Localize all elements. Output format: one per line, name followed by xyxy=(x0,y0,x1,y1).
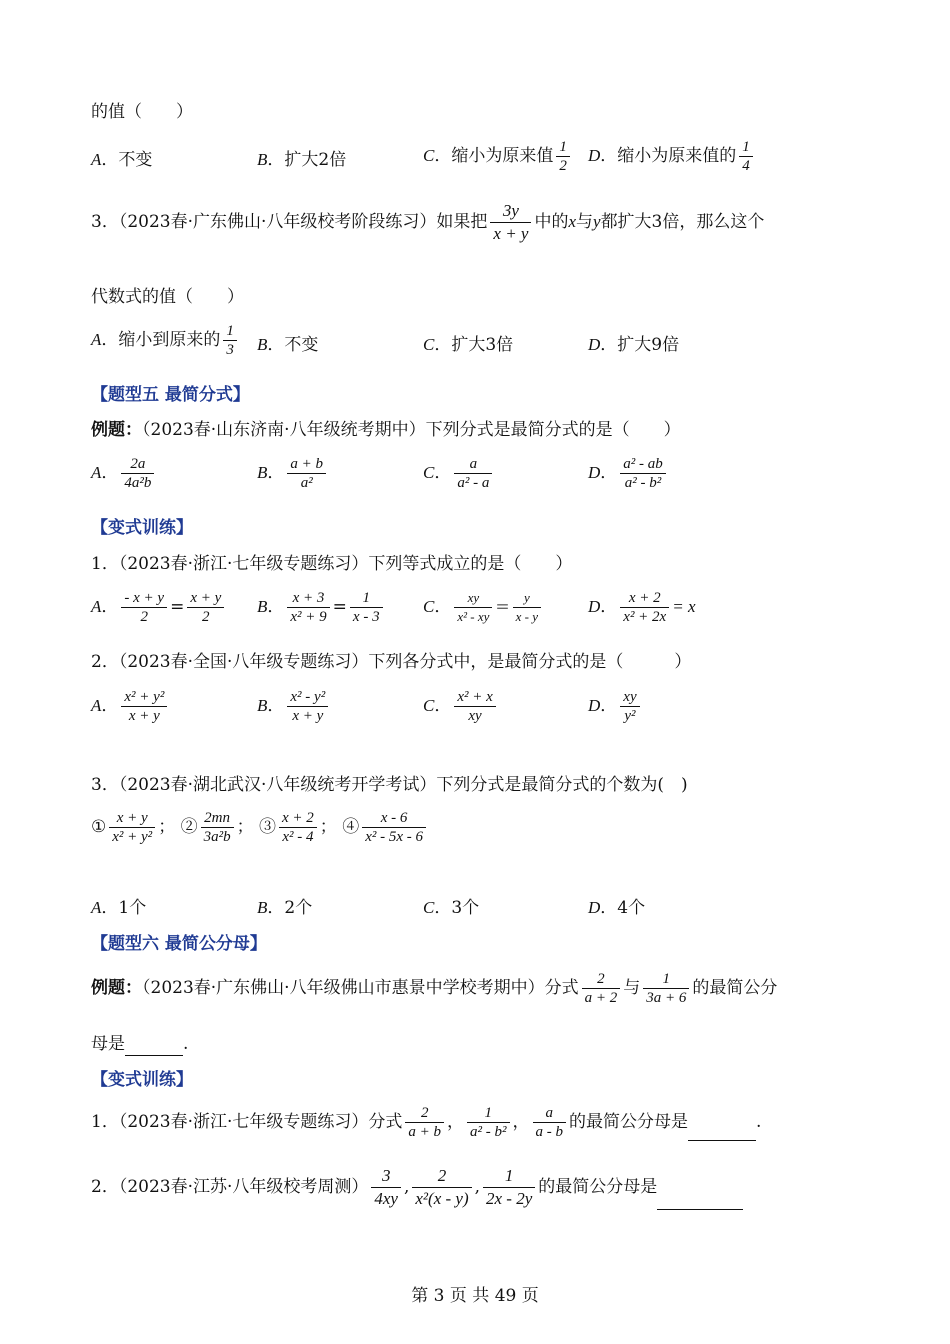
s6-p1-f1: $\frac{2}{a + b}$ xyxy=(405,1104,444,1141)
q3-stem: 3．（2023春·广东佛山·八年级校考阶段练习）如果把 $\frac{3y}{x + y}$ 中的x与y都扩大3倍，那么这个 xyxy=(91,201,765,243)
q3-option-a[interactable]: A．缩小到原来的 $\frac{1}{3}$ xyxy=(91,322,240,359)
q2-option-d[interactable]: D．缩小为原来值的 $\frac{1}{4}$ xyxy=(588,138,756,175)
s5-example-option-a[interactable]: A． $\frac{2a}{\text{4a²b}}$ xyxy=(91,455,157,492)
s5-p1-c-left: $\frac{xy}{\text{x² - xy}}$ xyxy=(454,589,492,626)
s5-p1-c-right: $\frac{y}{x - y}$ xyxy=(513,589,541,626)
s6-example-f1: $\frac{2}{a + 2}$ xyxy=(582,970,621,1007)
s5-p3-option-b[interactable]: B．2个 xyxy=(257,898,313,918)
section5-title: 【题型五 最简分式】 xyxy=(91,385,250,405)
s5-p1-option-d[interactable]: D． $\frac{x + 2}{\text{x² + 2x}}$ = x xyxy=(588,590,696,625)
s5-p1-d-left: $\frac{x + 2}{\text{x² + 2x}}$ xyxy=(620,589,669,626)
s5-p2-a-fraction: $\frac{\text{x² + y²}}{x + y}$ xyxy=(121,688,167,725)
s5-p1-stem: 1．（2023春·浙江·七年级专题练习）下列等式成立的是（ ） xyxy=(91,554,573,574)
answer-blank[interactable] xyxy=(657,1185,743,1210)
s5-p2-option-a[interactable]: A． $\frac{\text{x² + y²}}{x + y}$ xyxy=(91,688,170,725)
q2-d-fraction: $\frac{1}{4}$ xyxy=(739,138,753,175)
s5-p3-item-4: ④ $\frac{x - 6}{\text{x² - 5x - 6}}$ xyxy=(342,817,429,837)
s5-b-fraction: $\frac{a + b}{\text{a²}}$ xyxy=(287,455,326,492)
s5-p2-b-fraction: $\frac{\text{x² - y²}}{x + y}$ xyxy=(287,688,328,725)
s5-example-option-b[interactable]: B． $\frac{a + b}{\text{a²}}$ xyxy=(257,455,329,492)
s5-p1-option-a[interactable]: A． $\frac{- x + y}{2}$ = $\frac{x + y}{2}$ xyxy=(91,589,227,626)
answer-blank[interactable] xyxy=(688,1116,756,1141)
s5-p1-b-left: $\frac{x + 3}{\text{x² + 9}}$ xyxy=(287,589,329,626)
q3-fraction: $\frac{3y}{x + y}$ xyxy=(490,200,531,245)
s5-p3-item-3: ③ $\frac{x + 2}{\text{x² - 4}}$ ； xyxy=(259,810,337,845)
s5-p2-option-b[interactable]: B． $\frac{\text{x² - y²}}{x + y}$ xyxy=(257,688,331,725)
s6-example-f2: $\frac{1}{3a + 6}$ xyxy=(643,970,689,1007)
section6-practice-title: 【变式训练】 xyxy=(91,1070,193,1090)
s5-d-fraction: $\frac{\text{a² - ab}}{\text{a² - b²}}$ xyxy=(620,455,666,492)
s6-p1: 1．（2023春·浙江·七年级专题练习）分式 $\frac{2}{a + b}$ ， $\frac{1}{\text{a² - b²}}$ ， $\frac{a}{a - b}$ 的最简公分母是 . xyxy=(91,1105,762,1140)
page-footer: 第 3 页 共 49 页 xyxy=(411,1286,539,1306)
section5-practice-title: 【变式训练】 xyxy=(91,518,193,538)
s6-p2: 2．（2023春·江苏·八年级校考周测） $\frac{3}{4xy}$ , $\frac{2}{\text{x²(x - y)}}$ , $\frac{1}{2x - 2y}$ 的最简公分母是 xyxy=(91,1165,743,1210)
q2-c-fraction: $\frac{1}{2}$ xyxy=(556,138,570,175)
s5-p3-option-a[interactable]: A．1个 xyxy=(91,898,147,918)
s5-p3-items xyxy=(91,809,429,846)
s5-p3-item-2: ② $\frac{2mn}{\text{3a²b}}$ ； xyxy=(180,810,254,845)
s6-p2-f2: $\frac{2}{\text{x²(x - y)}}$ xyxy=(412,1165,471,1210)
s5-a-fraction: $\frac{2a}{\text{4a²b}}$ xyxy=(121,455,154,492)
s5-p3-option-c[interactable]: C．3个 xyxy=(423,898,480,918)
s6-p1-f3: $\frac{a}{a - b}$ xyxy=(533,1104,567,1141)
s5-example-option-d[interactable]: D． $\frac{\text{a² - ab}}{\text{a² - b²}}$ xyxy=(588,455,669,492)
s5-p3-option-d[interactable]: D．4个 xyxy=(588,898,646,918)
s5-p1-option-b[interactable]: B． $\frac{x + 3}{\text{x² + 9}}$ = $\frac{1}{x - 3}$ xyxy=(257,589,386,626)
s5-c-fraction: $\frac{a}{\text{a² - a}}$ xyxy=(454,455,492,492)
q3-option-c[interactable]: C．扩大3倍 xyxy=(423,335,514,355)
s5-p2-c-fraction: $\frac{\text{x² + x}}{xy}$ xyxy=(454,688,495,725)
q3-stem-line2: 代数式的值（ ） xyxy=(91,287,244,307)
s5-p2-stem: 2．（2023春·全国·八年级专题练习）下列各分式中，是最简分式的是（ ） xyxy=(91,652,692,672)
section6-title: 【题型六 最简公分母】 xyxy=(91,934,267,954)
s5-p1-a-left: $\frac{- x + y}{2}$ xyxy=(121,589,167,626)
q3-option-b[interactable]: B．不变 xyxy=(257,335,319,355)
s5-p3-stem: 3．（2023春·湖北武汉·八年级统考开学考试）下列分式是最简分式的个数为( ) xyxy=(91,775,688,795)
s5-p2-d-fraction: $\frac{xy}{\text{y²}}$ xyxy=(620,688,639,725)
q2-tail: 的值（ ） xyxy=(91,102,193,122)
s5-p3-item-1: ① $\frac{x + y}{\text{x² + y²}}$ ； xyxy=(91,810,176,845)
q2-option-b[interactable]: B．扩大2倍 xyxy=(257,150,347,170)
s5-example-option-c[interactable]: C． $\frac{a}{\text{a² - a}}$ xyxy=(423,455,495,492)
q2-option-c[interactable]: C．缩小为原来值 $\frac{1}{2}$ xyxy=(423,138,573,175)
s5-p2-option-d[interactable]: D． $\frac{xy}{\text{y²}}$ xyxy=(588,688,643,725)
section6-example: 例题：（2023春·广东佛山·八年级佛山市惠景中学校考期中）分式 $\frac{2}{a + 2}$ 与 $\frac{1}{3a + 6}$ 的最简公分 xyxy=(91,971,778,1006)
s5-p1-b-right: $\frac{1}{x - 3}$ xyxy=(350,589,383,626)
q3-a-fraction: $\frac{1}{3}$ xyxy=(223,322,237,359)
s6-p2-f3: $\frac{1}{2x - 2y}$ xyxy=(483,1165,535,1210)
answer-blank[interactable] xyxy=(125,1031,183,1056)
section6-example-line2: 母是 . xyxy=(91,1031,188,1056)
q2-option-a[interactable]: A．不变 xyxy=(91,150,153,170)
s6-p1-f2: $\frac{1}{\text{a² - b²}}$ xyxy=(467,1104,510,1141)
section5-example: 例题：（2023春·山东济南·八年级统考期中）下列分式是最简分式的是（ ） xyxy=(91,420,681,440)
q3-option-d[interactable]: D．扩大9倍 xyxy=(588,335,680,355)
s5-p1-option-c[interactable]: C． $\frac{xy}{\text{x² - xy}}$ = $\frac{y}{x - y}$ xyxy=(423,589,544,626)
s5-p1-a-right: $\frac{x + y}{2}$ xyxy=(187,589,224,626)
s6-p2-f1: $\frac{3}{4xy}$ xyxy=(371,1165,401,1210)
s5-p2-option-c[interactable]: C． $\frac{\text{x² + x}}{xy}$ xyxy=(423,688,499,725)
